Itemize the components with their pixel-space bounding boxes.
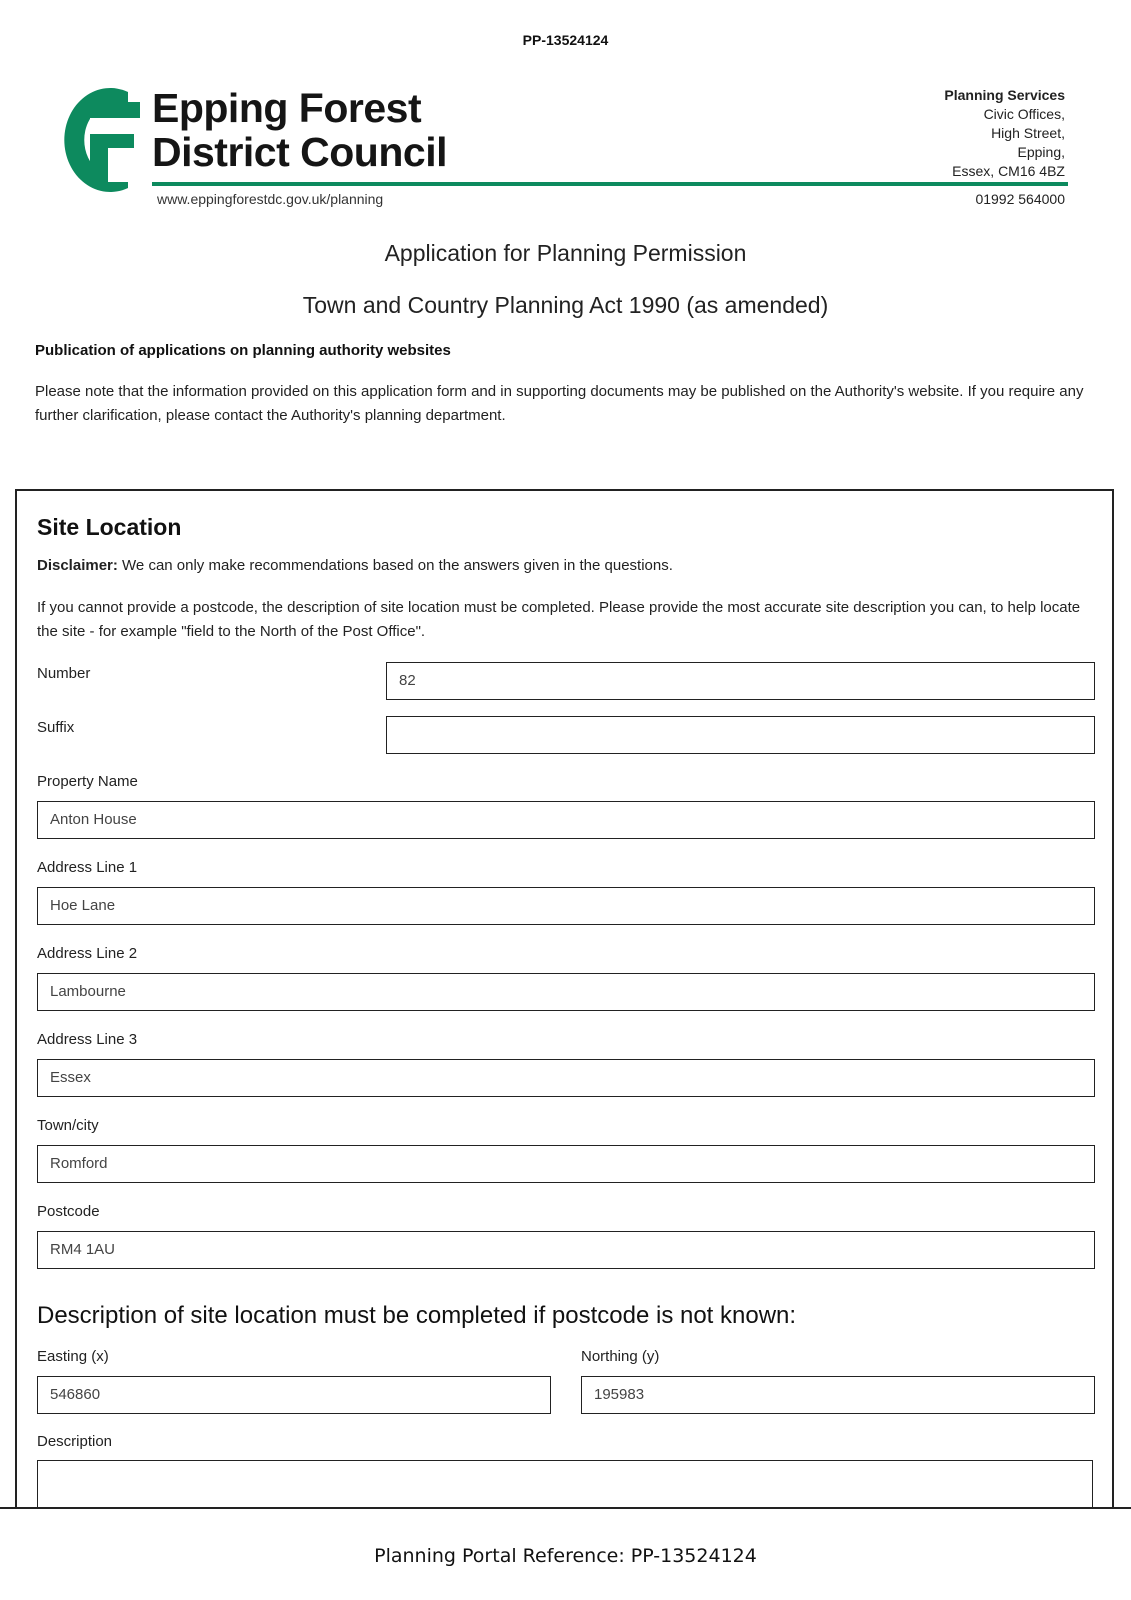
page-divider	[0, 1507, 1131, 1509]
council-name	[152, 86, 447, 174]
property-name-label: Property Name	[37, 773, 138, 790]
northing-field[interactable]: 195983	[581, 1376, 1095, 1414]
publication-heading: Publication of applications on planning authority websites	[35, 342, 451, 359]
easting-label: Easting (x)	[37, 1348, 109, 1365]
town-city-field[interactable]: Romford	[37, 1145, 1095, 1183]
suffix-label: Suffix	[37, 719, 75, 736]
address-line-3-label: Address Line 3	[37, 1031, 138, 1048]
address-line: High Street,	[991, 125, 1065, 141]
postcode-field[interactable]: RM4 1AU	[37, 1231, 1095, 1269]
council-phone: 01992 564000	[975, 191, 1065, 207]
publication-notice: Please note that the information provided on this application form and in supporting documents may be published on the Authority's website. If you require any further clarification, please contact the Authority's planning department.	[35, 383, 1084, 424]
council-logo-icon	[50, 82, 142, 198]
footer-reference: Planning Portal Reference: PP-13524124	[374, 1545, 757, 1567]
address-line-1-label: Address Line 1	[37, 859, 138, 876]
council-name-line1: Epping Forest	[152, 85, 422, 131]
letterhead-rule	[152, 182, 1068, 186]
postcode-guidance: If you cannot provide a postcode, the description of site location must be completed. Please provide the most accurate site description you can, to help locate the site - for example "field to the North of the Post Office".	[37, 599, 1081, 640]
property-name-field[interactable]: Anton House	[37, 801, 1095, 839]
disclaimer	[37, 557, 673, 574]
address-line: Epping,	[1017, 144, 1065, 160]
address-title: Planning Services	[944, 87, 1065, 103]
town-city-label: Town/city	[37, 1117, 99, 1134]
council-website-link[interactable]: www.eppingforestdc.gov.uk/planning	[157, 191, 384, 207]
easting-field[interactable]: 546860	[37, 1376, 551, 1414]
suffix-field[interactable]	[386, 716, 1095, 754]
council-address	[944, 86, 1065, 181]
number-field[interactable]: 82	[386, 662, 1095, 700]
disclaimer-text: We can only make recommendations based on the answers given in the questions.	[117, 557, 673, 574]
northing-label: Northing (y)	[581, 1348, 660, 1365]
address-line-2-field[interactable]: Lambourne	[37, 973, 1095, 1011]
document-title: Application for Planning Permission	[384, 240, 747, 266]
council-name-line2: District Council	[152, 129, 447, 175]
address-line: Civic Offices,	[983, 106, 1065, 122]
section-title: Site Location	[37, 514, 182, 540]
description-label: Description	[37, 1433, 113, 1450]
reference-number-top: PP-13524124	[522, 32, 609, 48]
postcode-label: Postcode	[37, 1203, 100, 1220]
description-textarea[interactable]	[37, 1460, 1093, 1508]
site-description-heading: Description of site location must be completed if postcode is not known:	[37, 1302, 797, 1329]
address-line: Essex, CM16 4BZ	[952, 163, 1065, 179]
document-subtitle: Town and Country Planning Act 1990 (as amended)	[302, 292, 829, 318]
address-line-2-label: Address Line 2	[37, 945, 138, 962]
address-line-1-field[interactable]: Hoe Lane	[37, 887, 1095, 925]
address-line-3-field[interactable]: Essex	[37, 1059, 1095, 1097]
number-label: Number	[37, 665, 91, 682]
disclaimer-label: Disclaimer:	[37, 557, 118, 574]
